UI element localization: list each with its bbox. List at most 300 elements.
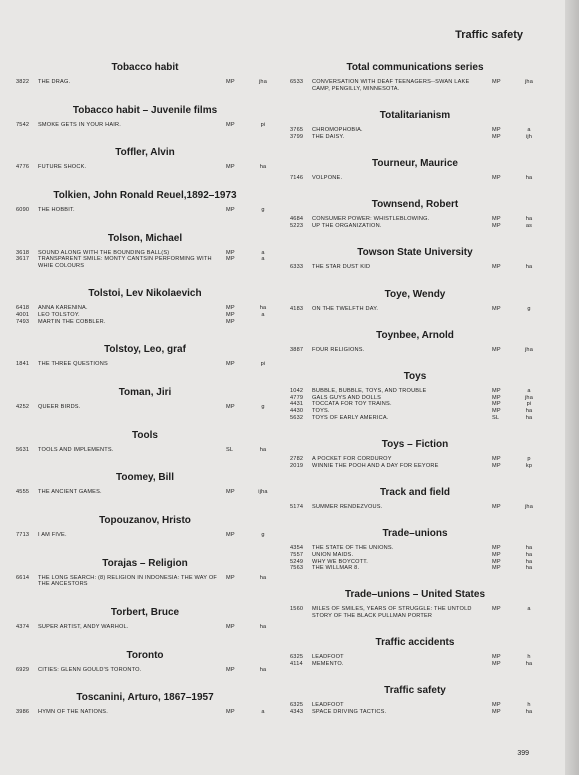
entry-format: MP — [492, 708, 501, 715]
section-heading — [16, 288, 274, 300]
entry-number: 6418 — [16, 305, 30, 312]
heading-line: Torbert, Bruce — [110, 606, 180, 618]
entry-number: 5632 — [290, 414, 304, 421]
entry-audience: ha — [525, 558, 533, 565]
section-heading — [290, 110, 540, 122]
heading-line: Tools — [132, 429, 158, 441]
entry-row — [16, 207, 274, 214]
entry-audience: ha — [525, 551, 533, 558]
section-heading — [290, 487, 540, 499]
entry-format: MP — [226, 623, 235, 630]
entry-row — [290, 661, 540, 668]
heading-line: Trade–unions – United States — [344, 589, 486, 601]
heading-line: Tolstoi, Lev Nikolaevich — [88, 288, 202, 300]
entry-format: MP — [492, 456, 501, 463]
index-section — [290, 158, 540, 182]
entry-title: GALS GUYS AND DOLLS — [312, 394, 382, 401]
entry-audience: h — [527, 654, 531, 661]
entry-row — [290, 306, 540, 313]
entry-number: 1560 — [290, 606, 304, 613]
entry-title: CONSUMER POWER: WHISTLEBLOWING. — [312, 216, 430, 223]
section-heading — [290, 371, 540, 383]
section-heading — [16, 692, 274, 704]
entry-format: MP — [226, 121, 235, 128]
entry-title: TRANSPARENT SMILE: MONTY CANTSIN PERFORMING WITH WHIE COLOURS — [38, 256, 212, 269]
entry-audience: jha — [524, 394, 534, 401]
entry-audience: pi — [260, 361, 266, 368]
entry-row — [16, 319, 274, 326]
heading-line: Toscanini, Arturo, 1867–1957 — [76, 692, 214, 704]
entry-row — [16, 709, 274, 716]
entry-number: 4114 — [290, 661, 303, 668]
section-heading — [16, 430, 274, 442]
entry-number: 3986 — [16, 709, 30, 716]
section-heading — [290, 199, 540, 211]
entry-format: MP — [492, 79, 501, 85]
entry-audience: g — [261, 531, 265, 538]
section-heading — [16, 147, 274, 159]
entry-audience: ijh — [525, 133, 533, 140]
page-edge-shadow — [565, 0, 579, 775]
entry-row — [16, 532, 274, 539]
entry-row — [16, 575, 274, 588]
entry-number: 4431 — [290, 401, 304, 408]
entry-title: UNION MAIDS. — [312, 551, 354, 558]
heading-line: Trade–unions — [382, 528, 448, 540]
index-section — [16, 430, 274, 454]
entry-format: MP — [492, 133, 501, 140]
heading-line: Topouzanov, Hristo — [99, 514, 191, 526]
entry-row — [290, 545, 540, 552]
entry-title: THE THREE QUESTIONS — [38, 361, 108, 368]
entry-row — [290, 552, 540, 559]
entry-row — [290, 654, 540, 661]
index-section — [16, 62, 274, 86]
section-heading — [290, 685, 540, 697]
entry-format: MP — [226, 249, 235, 256]
left-column — [16, 62, 274, 716]
section-heading — [290, 637, 540, 649]
heading-line: Toomey, Bill — [116, 472, 174, 484]
entry-audience: ha — [525, 545, 533, 552]
entry-title: LEADFOOT — [312, 702, 344, 709]
index-section — [290, 247, 540, 271]
entry-title: THE STATE OF THE UNIONS. — [312, 545, 394, 552]
entry-format: MP — [492, 401, 501, 408]
entry-format: MP — [226, 489, 235, 496]
index-section — [290, 371, 540, 421]
entry-format: MP — [492, 661, 501, 668]
entry-number: 6325 — [290, 702, 304, 709]
entry-number: 7557 — [290, 551, 304, 558]
section-heading — [16, 472, 274, 484]
entry-audience: a — [261, 256, 265, 263]
entry-format: MP — [492, 565, 501, 572]
heading-line: Track and field — [379, 486, 451, 498]
entry-format: MP — [226, 403, 235, 410]
entry-audience: a — [527, 606, 531, 613]
entry-number: 3617 — [16, 256, 30, 263]
index-section — [290, 487, 540, 511]
section-heading — [290, 589, 540, 601]
heading-line: Torajas – Religion — [102, 557, 188, 569]
entry-audience: pi — [260, 121, 266, 128]
entry-audience — [252, 319, 274, 326]
entry-number: 6614 — [16, 574, 30, 581]
entry-number: 7493 — [16, 318, 30, 325]
index-section — [16, 233, 274, 270]
heading-line: Toynbee, Arnold — [376, 329, 454, 341]
entry-format: MP — [492, 545, 501, 552]
entry-format: MP — [492, 394, 501, 401]
entry-format: MP — [492, 654, 501, 661]
entry-audience: ha — [259, 666, 267, 673]
entry-format: SL — [492, 414, 500, 421]
heading-line: Traffic safety — [384, 685, 446, 697]
entry-audience: as — [525, 222, 533, 229]
entry-audience: ha — [525, 708, 533, 715]
entry-format: MP — [492, 551, 501, 558]
entry-row — [16, 164, 274, 171]
entry-format: SL — [226, 446, 234, 453]
index-section — [16, 472, 274, 496]
entry-format: MP — [492, 503, 501, 510]
entry-audience: ha — [259, 574, 267, 581]
entry-audience: ha — [525, 661, 533, 668]
entry-title: THE WILLMAR 8. — [312, 565, 360, 572]
heading-line: Townsend, Robert — [371, 199, 459, 211]
entry-row — [16, 122, 274, 129]
entry-title: LEO TOLSTOY. — [38, 312, 80, 319]
entry-number: 6090 — [16, 206, 30, 213]
entry-title: FUTURE SHOCK. — [38, 164, 87, 171]
entry-row — [290, 388, 540, 395]
entry-format: MP — [492, 408, 501, 415]
page-number: 399 — [517, 750, 529, 757]
entry-audience: a — [261, 312, 265, 319]
entry-audience: h — [527, 702, 531, 709]
entry-audience: ha — [259, 305, 267, 312]
entry-number: 4555 — [16, 489, 30, 496]
running-head: Traffic safety — [455, 29, 523, 41]
entry-title: MARTIN THE COBBLER. — [38, 318, 106, 325]
entry-format: MP — [226, 361, 235, 368]
entry-format: MP — [226, 79, 235, 85]
entry-format: MP — [492, 346, 501, 353]
section-heading — [290, 62, 540, 74]
entry-audience: g — [261, 403, 265, 410]
entry-title: UP THE ORGANIZATION. — [312, 222, 382, 229]
entry-number: 4343 — [290, 708, 304, 715]
heading-line: Toye, Wendy — [384, 288, 446, 300]
section-heading — [16, 105, 274, 117]
entry-number: 4430 — [290, 408, 304, 415]
entry-number: 7542 — [16, 121, 30, 128]
entry-row — [16, 312, 274, 319]
entry-format: MP — [492, 558, 501, 565]
entry-audience: ha — [259, 446, 267, 453]
entry-title: THE DAISY. — [312, 133, 345, 140]
entry-number: 3887 — [290, 346, 304, 353]
entry-audience: a — [527, 126, 531, 133]
entry-row — [290, 606, 540, 619]
entry-format: MP — [492, 216, 501, 223]
entry-audience: a — [261, 709, 265, 716]
entry-number: 3765 — [290, 126, 304, 133]
entry-title: WHY WE BOYCOTT. — [312, 558, 369, 565]
entry-row — [290, 395, 540, 402]
section-heading — [290, 158, 540, 170]
entry-title: ANNA KARENINA. — [38, 305, 88, 312]
heading-line: Totalitarianism — [379, 109, 451, 121]
entry-title: TOYS OF EARLY AMERICA. — [312, 414, 389, 421]
index-section — [290, 330, 540, 354]
entry-title: SPACE DRIVING TACTICS. — [312, 708, 387, 715]
entry-title: CONVERSATION WITH DEAF TEENAGERS--SWAN LAKE CAMP, PENGILLY, MINNESOTA. — [312, 79, 470, 92]
entry-format: MP — [492, 222, 501, 229]
entry-audience: ha — [525, 565, 533, 572]
entry-number: 1841 — [16, 361, 30, 368]
index-section — [16, 558, 274, 588]
entry-audience: ha — [525, 264, 533, 271]
entry-audience: a — [261, 249, 265, 256]
entry-number: 2782 — [290, 456, 304, 463]
heading-line: Tolkien, John Ronald Reuel, — [53, 189, 187, 201]
entry-format: MP — [492, 388, 501, 395]
entry-row — [16, 447, 274, 454]
heading-line: Tobacco habit — [111, 62, 179, 73]
index-section — [16, 387, 274, 411]
index-section — [16, 190, 274, 214]
entry-audience: pi — [526, 401, 532, 408]
heading-line: Tolstoy, Leo, graf — [104, 344, 186, 356]
entry-format: MP — [226, 574, 235, 581]
entry-title: FOUR RELIGIONS. — [312, 346, 365, 353]
entry-format: MP — [226, 666, 235, 673]
entry-audience: jha — [258, 79, 268, 85]
entry-audience: p — [527, 456, 531, 463]
entry-number: 7563 — [290, 565, 304, 572]
entry-audience: kp — [525, 462, 533, 469]
index-section — [16, 515, 274, 539]
entry-row — [290, 408, 540, 415]
entry-row — [290, 463, 540, 470]
entry-row — [290, 401, 540, 408]
entry-number: 4001 — [16, 312, 30, 319]
index-section — [16, 692, 274, 716]
entry-row — [16, 624, 274, 631]
entry-title: THE STAR DUST KID — [312, 264, 371, 271]
entry-title: THE HOBBIT. — [38, 206, 75, 213]
entry-number: 4183 — [290, 305, 304, 312]
entry-number: 4779 — [290, 394, 304, 401]
heading-line: Traffic accidents — [375, 637, 455, 649]
heading-line: Toys – Fiction — [381, 439, 449, 451]
entry-title: TOOLS AND IMPLEMENTS. — [38, 446, 114, 453]
entry-title: THE LONG SEARCH: (8) RELIGION IN INDONESIA: THE WAY OF THE ANCESTORS — [38, 574, 218, 588]
entry-row — [290, 504, 540, 511]
index-section — [16, 105, 274, 129]
entry-title: TOCCATA FOR TOY TRAINS. — [312, 401, 392, 408]
section-heading — [16, 233, 274, 245]
entry-number: 4252 — [16, 403, 30, 410]
entry-number: 4374 — [16, 623, 30, 630]
entry-audience: g — [527, 305, 531, 312]
entry-format: MP — [226, 531, 235, 538]
entry-title: ON THE TWELFTH DAY. — [312, 305, 379, 312]
entry-format: MP — [226, 312, 235, 319]
entry-title: SUMMER RENDEZVOUS. — [312, 503, 383, 510]
entry-row — [16, 489, 274, 496]
entry-audience: g — [261, 206, 265, 213]
entry-row — [290, 702, 540, 709]
entry-number: 4776 — [16, 164, 30, 171]
entry-audience: ijha — [258, 489, 268, 496]
entry-format: MP — [226, 256, 235, 263]
index-section — [290, 62, 540, 92]
entry-number: 5223 — [290, 222, 304, 229]
entry-row — [290, 559, 540, 566]
entry-number: 6325 — [290, 654, 304, 661]
entry-number: 3799 — [290, 133, 304, 140]
entry-row — [16, 667, 274, 674]
entry-number: 6929 — [16, 666, 30, 673]
entry-audience: a — [527, 388, 531, 395]
index-section — [16, 288, 274, 325]
entry-number: 1042 — [290, 388, 304, 395]
entry-title: HYMN OF THE NATIONS. — [38, 709, 108, 716]
index-section — [290, 110, 540, 140]
entry-row — [290, 565, 540, 572]
entry-title: A POCKET FOR CORDUROY — [312, 456, 392, 463]
entry-row — [290, 223, 540, 230]
entry-title: I AM FIVE. — [38, 531, 67, 538]
index-section — [290, 199, 540, 229]
section-heading — [16, 607, 274, 619]
entry-audience: ha — [525, 216, 533, 223]
entry-title: SOUND ALONG WITH THE BOUNDING BALL(S) — [38, 249, 170, 256]
entry-format: MP — [492, 702, 501, 709]
heading-line: Tourneur, Maurice — [372, 157, 458, 169]
entry-row — [290, 456, 540, 463]
entry-title: QUEER BIRDS. — [38, 403, 81, 410]
entry-format: MP — [226, 164, 235, 171]
entry-title: SUPER ARTIST, ANDY WARHOL. — [38, 623, 129, 630]
section-heading — [16, 344, 274, 356]
entry-title: VOLPONE. — [312, 174, 343, 181]
index-section — [290, 589, 540, 619]
index-section — [290, 528, 540, 571]
entry-format: MP — [492, 174, 501, 181]
entry-format: MP — [492, 305, 501, 312]
entry-number: 5249 — [290, 558, 304, 565]
entry-format: MP — [492, 126, 501, 133]
entry-row — [16, 79, 274, 86]
section-heading — [16, 515, 274, 527]
entry-title: LEADFOOT — [312, 654, 344, 661]
entry-title: MILES OF SMILES, YEARS OF STRUGGLE: THE UNTOLD STORY OF THE BLACK PULLMAN PORTER — [312, 606, 472, 620]
entry-title: CHROMOPHOBIA. — [312, 126, 363, 133]
entry-row — [290, 347, 540, 354]
entry-number: 6333 — [290, 264, 304, 271]
heading-line: Towson State University — [357, 247, 473, 259]
entry-format: MP — [492, 264, 501, 271]
index-section — [16, 147, 274, 171]
index-section — [16, 607, 274, 631]
entry-format: MP — [226, 318, 235, 325]
right-column — [290, 62, 540, 716]
entry-row — [16, 361, 274, 368]
entry-title: THE ANCIENT GAMES. — [38, 489, 102, 496]
index-section — [290, 637, 540, 667]
entry-number: 5631 — [16, 446, 30, 453]
heading-line: Total communications series — [346, 62, 484, 73]
index-section — [16, 650, 274, 674]
entry-audience: ha — [525, 174, 533, 181]
entry-audience: jha — [524, 79, 534, 85]
entry-format: MP — [492, 606, 501, 613]
entry-audience: jha — [524, 346, 534, 353]
section-heading — [290, 289, 540, 301]
entry-format: MP — [492, 462, 501, 469]
section-heading — [16, 387, 274, 399]
entry-number: 7146 — [290, 174, 304, 181]
entry-title: TOYS. — [312, 408, 330, 415]
heading-line: 1892–1973 — [186, 189, 237, 201]
entry-number: 4354 — [290, 545, 304, 552]
section-heading — [290, 247, 540, 259]
entry-row — [290, 216, 540, 223]
heading-line: Tobacco habit – Juvenile films — [72, 104, 218, 116]
section-heading — [16, 190, 274, 202]
section-heading — [290, 330, 540, 342]
index-section — [16, 344, 274, 368]
entry-number: 6533 — [290, 79, 304, 85]
section-heading — [290, 439, 540, 451]
entry-row — [290, 264, 540, 271]
heading-line: Tolson, Michael — [107, 232, 183, 244]
entry-row — [16, 305, 274, 312]
entry-row — [16, 404, 274, 411]
entry-audience: ha — [525, 414, 533, 421]
entry-number: 2019 — [290, 462, 304, 469]
entry-audience: ha — [259, 623, 267, 630]
entry-row — [290, 134, 540, 141]
entry-row — [16, 256, 274, 269]
entry-row — [290, 175, 540, 182]
entry-format: MP — [226, 206, 235, 213]
entry-row — [290, 709, 540, 716]
entry-title: MEMENTO. — [312, 661, 344, 668]
heading-line: Toffler, Alvin — [115, 147, 175, 159]
heading-line: Toman, Jiri — [118, 386, 172, 398]
entry-audience: ha — [259, 164, 267, 171]
entry-number: 3618 — [16, 249, 30, 256]
section-heading — [16, 62, 274, 74]
entry-title: BUBBLE, BUBBLE, TOYS, AND TROUBLE — [312, 388, 427, 395]
heading-line: Toronto — [126, 649, 164, 661]
index-section — [290, 685, 540, 715]
entry-audience: ha — [525, 408, 533, 415]
entry-title: SMOKE GETS IN YOUR HAIR. — [38, 121, 122, 128]
entry-audience: jha — [524, 503, 534, 510]
section-heading — [290, 528, 540, 540]
entry-row — [290, 79, 540, 92]
entry-title: WINNIE THE POOH AND A DAY FOR EEYORE — [312, 462, 439, 469]
index-section — [290, 289, 540, 313]
entry-number: 4684 — [290, 216, 304, 223]
entry-row — [16, 250, 274, 257]
